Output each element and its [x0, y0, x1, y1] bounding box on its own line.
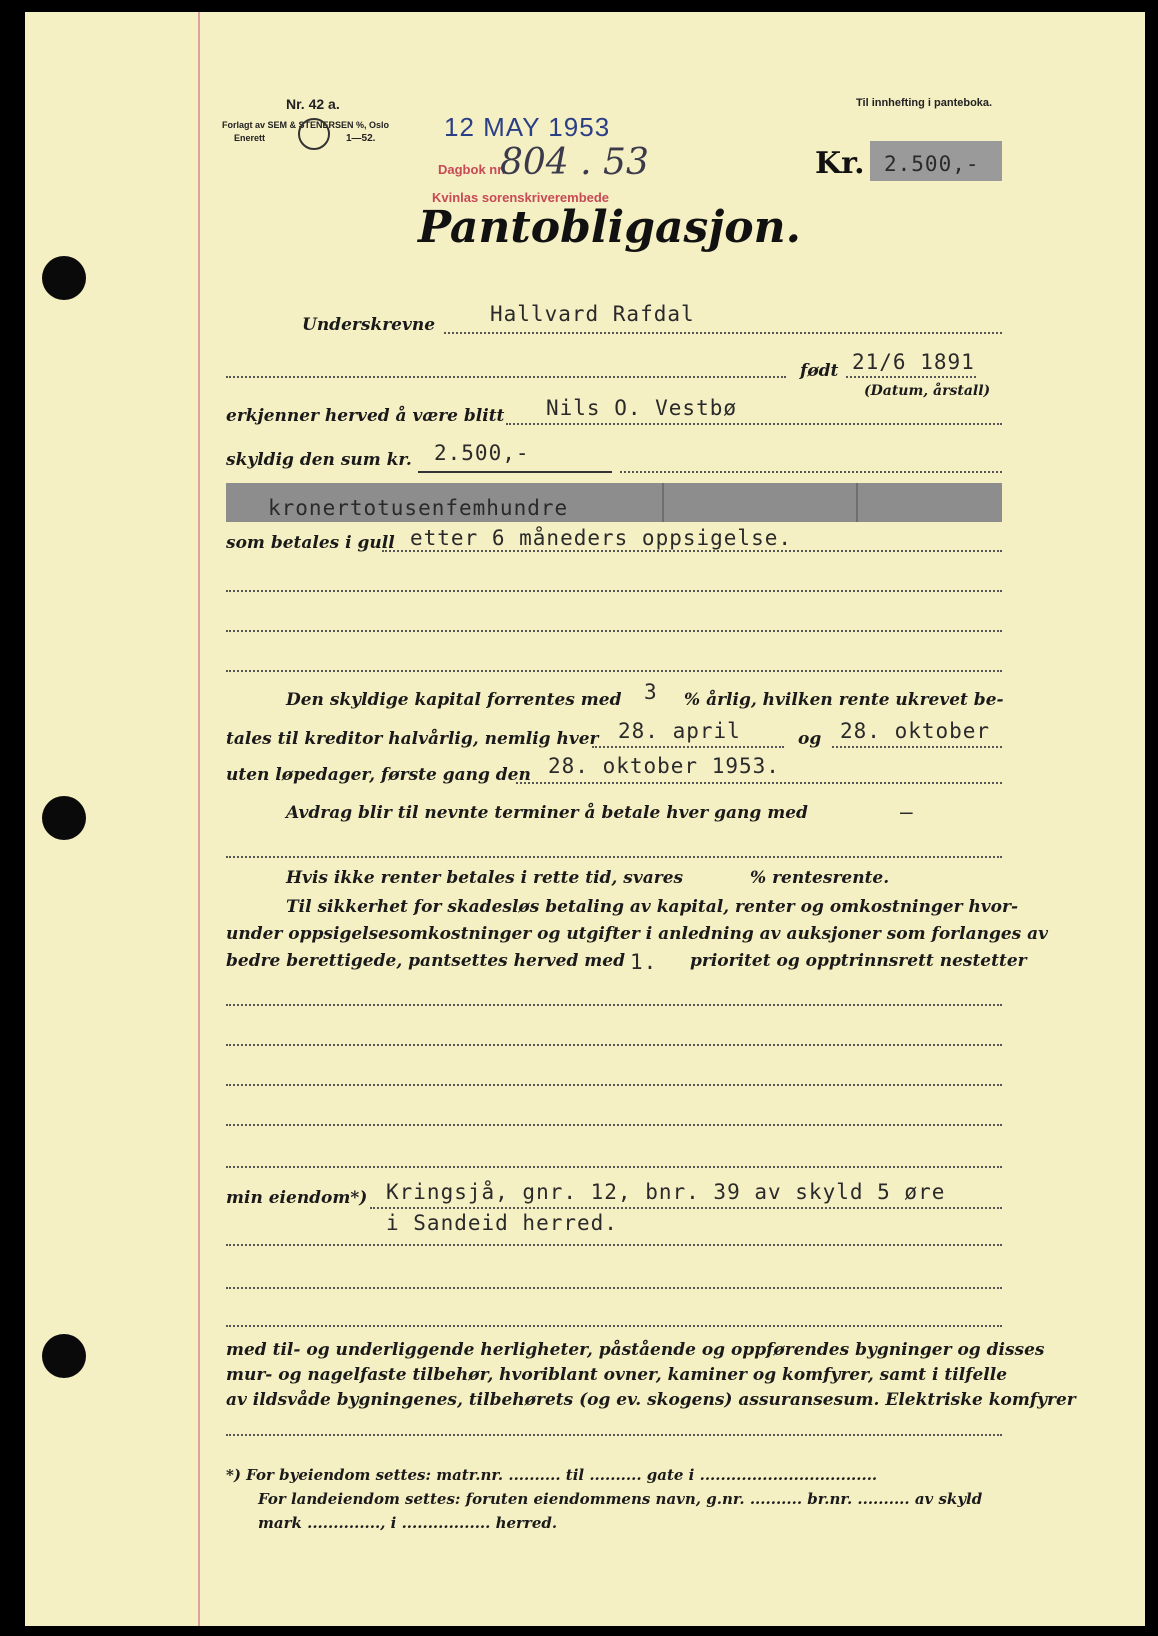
footnote-line-2: For landeiendom settes: foruten eiendommens navn, g.nr. .......... br.nr. .......... av skyld [258, 1490, 983, 1508]
dotted-line [226, 1124, 1002, 1126]
dotted-line [226, 1084, 1002, 1086]
dotted-line [226, 1044, 1002, 1046]
interest-suffix: % årlig, hvilken rente ukrevet be- [684, 690, 1004, 710]
security-line-3b: prioritet og opptrinnsrett nestetter [690, 951, 1027, 971]
first-time-value: 28. oktober 1953. [548, 754, 780, 778]
amount-in-words: kronertotusenfemhundre [268, 496, 569, 520]
payment-terms-value: etter 6 måneders oppsigelse. [410, 526, 793, 550]
interest-payable-label: tales til kreditor halvårlig, nemlig hver [226, 729, 599, 749]
payment-terms-label: som betales i gull [226, 533, 395, 553]
interest-label: Den skyldige kapital forrentes med [286, 690, 622, 710]
installment-value: — [900, 800, 914, 824]
publisher-edition: 1—52. [346, 133, 376, 144]
red-margin-line [198, 12, 200, 1626]
dotted-line [226, 1325, 1002, 1327]
dotted-line [444, 332, 1002, 334]
security-line-1: Til sikkerhet for skadesløs betaling av kapital, renter og omkostninger hvor- [286, 897, 1019, 917]
band-divider [856, 483, 858, 522]
dotted-line [226, 590, 1002, 592]
dotted-line [846, 376, 976, 378]
dotted-line [226, 630, 1002, 632]
date-stamp: 12 MAY 1953 [444, 112, 611, 142]
dotted-line [370, 1207, 1002, 1209]
dotted-line [226, 670, 1002, 672]
priority-value: 1. [630, 950, 658, 974]
dotted-line [226, 1004, 1002, 1006]
punch-hole [42, 256, 86, 300]
footnote-line-1: *) For byeiendom settes: matr.nr. .......... til .......... gate i .................................. [226, 1466, 878, 1484]
amount-value: 2.500,- [884, 152, 980, 176]
journal-label: Dagbok nr. [438, 162, 506, 177]
born-label: født [800, 361, 839, 381]
creditor-value: Nils O. Vestbø [546, 396, 738, 420]
publisher-enerett: Enerett [234, 133, 266, 143]
dotted-line [506, 423, 1002, 425]
penalty-label: Hvis ikke renter betales i rette tid, svares [286, 868, 684, 888]
publisher-logo-icon [298, 118, 330, 150]
security-line-3a: bedre berettigede, pantsettes herved med [226, 951, 625, 971]
property-label: min eiendom*) [226, 1188, 368, 1208]
band-divider [662, 483, 664, 522]
sum-label: skyldig den sum kr. [226, 450, 412, 470]
interest-date-2: 28. oktober [840, 719, 991, 743]
first-time-label: uten løpedager, første gang den [226, 765, 531, 785]
journal-number: 804 . 53 [500, 142, 649, 183]
interest-and: og [798, 729, 822, 749]
form-number: Nr. 42 a. [286, 96, 340, 112]
interest-date-1: 28. april [618, 719, 741, 743]
dotted-line [516, 782, 1002, 784]
penalty-suffix: % rentesrente. [750, 868, 890, 888]
amount-label: Kr. [815, 146, 865, 181]
dotted-line [226, 376, 786, 378]
dotted-line [620, 471, 1002, 473]
binding-note: Til innhefting i panteboka. [856, 97, 993, 109]
appurtenances-line-2: mur- og nagelfaste tilbehør, hvoriblant ovner, kaminer og komfyrer, samt i tilfelle [226, 1365, 1008, 1385]
publisher-line: Forlagt av SEM & STENERSEN %, Oslo [222, 120, 390, 130]
sum-value: 2.500,- [434, 441, 530, 465]
appurtenances-line-1: med til- og underliggende herligheter, påstående og oppførendes bygninger og disses [226, 1340, 1045, 1360]
born-hint: (Datum, årstall) [864, 383, 991, 399]
punch-hole [42, 1334, 86, 1378]
dotted-line [226, 1287, 1002, 1289]
undersigned-label: Underskrevne [302, 315, 436, 335]
dotted-line [226, 1244, 1002, 1246]
appurtenances-line-3: av ildsvåde bygningenes, tilbehørets (og ev. skogens) assuransesum. Elektriske komfyrer [226, 1390, 1076, 1410]
dotted-line [382, 550, 1002, 552]
dotted-line [226, 1166, 1002, 1168]
property-line-2: i Sandeid herred. [386, 1211, 618, 1235]
dotted-line [226, 1434, 1002, 1436]
court-office-stamp: Kvinlas sorenskriverembede [432, 190, 610, 205]
solid-line [418, 471, 612, 473]
security-line-2: under oppsigelsesomkostninger og utgifter i anledning av auksjoner som forlanges av [226, 924, 1049, 944]
dotted-line [832, 746, 1002, 748]
interest-rate: 3 [644, 680, 658, 704]
footnote-line-3: mark .............., i ................. herred. [258, 1514, 558, 1532]
undersigned-value: Hallvard Rafdal [490, 302, 695, 326]
born-value: 21/6 1891 [852, 350, 975, 374]
punch-hole [42, 796, 86, 840]
creditor-label: erkjenner herved å være blitt [226, 406, 505, 426]
property-line-1: Kringsjå, gnr. 12, bnr. 39 av skyld 5 øre [386, 1180, 946, 1204]
dotted-line [592, 746, 784, 748]
dotted-line [226, 856, 1002, 858]
document-title: Pantobligasjon. [418, 202, 801, 253]
installment-label: Avdrag blir til nevnte terminer å betale hver gang med [286, 803, 808, 823]
